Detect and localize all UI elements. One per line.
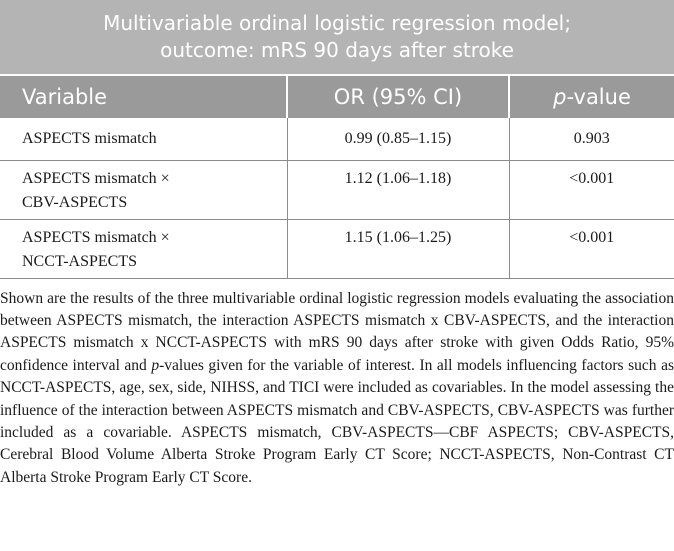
row-variable-line-1: ASPECTS mismatch × <box>22 228 170 246</box>
table-row <box>0 160 674 219</box>
footnote-italic-p: p <box>151 356 160 374</box>
table-row <box>0 219 674 278</box>
table-title-line-2: outcome: mRS 90 days after stroke <box>160 38 514 62</box>
footnote-text-part-2: -values given for the variable of interest. In all models influencing factors such as NCCT-ASPECTS, age, sex, side, NIHSS, and TICI were included as covariables. In the model assessing the influence of the interaction between ASPECTS mismatch and CBV-ASPECTS, CBV-ASPECTS was further included as a covariable. ASPECTS mismatch, CBV-ASPECTS—CBF ASPECTS; CBV-ASPECTS, Cerebral Blood Volume Alberta Stroke Program Early CT Score; NCCT-ASPECTS, Non-Contrast CT Alberta Stroke Program Early CT Score. <box>0 356 674 486</box>
row-p-value: 0.903 <box>509 118 674 160</box>
row-or-ci: 1.12 (1.06–1.18) <box>287 160 509 219</box>
row-variable-line-1: ASPECTS mismatch <box>22 129 157 147</box>
table-title <box>0 0 674 75</box>
row-variable <box>0 160 287 219</box>
row-variable <box>0 219 287 278</box>
row-variable-line-1: ASPECTS mismatch × <box>22 169 170 187</box>
row-p-value: <0.001 <box>509 160 674 219</box>
row-variable-line-2: CBV-ASPECTS <box>22 193 128 211</box>
row-or-ci: 1.15 (1.06–1.25) <box>287 219 509 278</box>
row-variable-line-2: NCCT-ASPECTS <box>22 252 137 270</box>
row-or-ci: 0.99 (0.85–1.15) <box>287 118 509 160</box>
table-header-row <box>0 75 674 118</box>
header-variable: Variable <box>0 75 287 118</box>
row-p-value: <0.001 <box>509 219 674 278</box>
table-row <box>0 118 674 160</box>
header-p-rest: -value <box>566 85 631 109</box>
header-p-italic: p <box>553 85 567 109</box>
header-p-value <box>509 75 674 118</box>
header-or-ci: OR (95% CI) <box>287 75 509 118</box>
row-variable <box>0 118 287 160</box>
table-footnote <box>0 288 674 490</box>
table-title-line-1: Multivariable ordinal logistic regression model; <box>103 11 571 35</box>
footnote-text-part-1: Shown are the results of the three multivariable ordinal logistic regression models evaluating the association between ASPECTS mismatch, the interaction ASPECTS mismatch x CBV-ASPECTS, and the interaction ASPECTS mismatch x NCCT-ASPECTS with mRS 90 days after stroke with given Odds Ratio, 95% confidence interval and <box>0 289 674 374</box>
